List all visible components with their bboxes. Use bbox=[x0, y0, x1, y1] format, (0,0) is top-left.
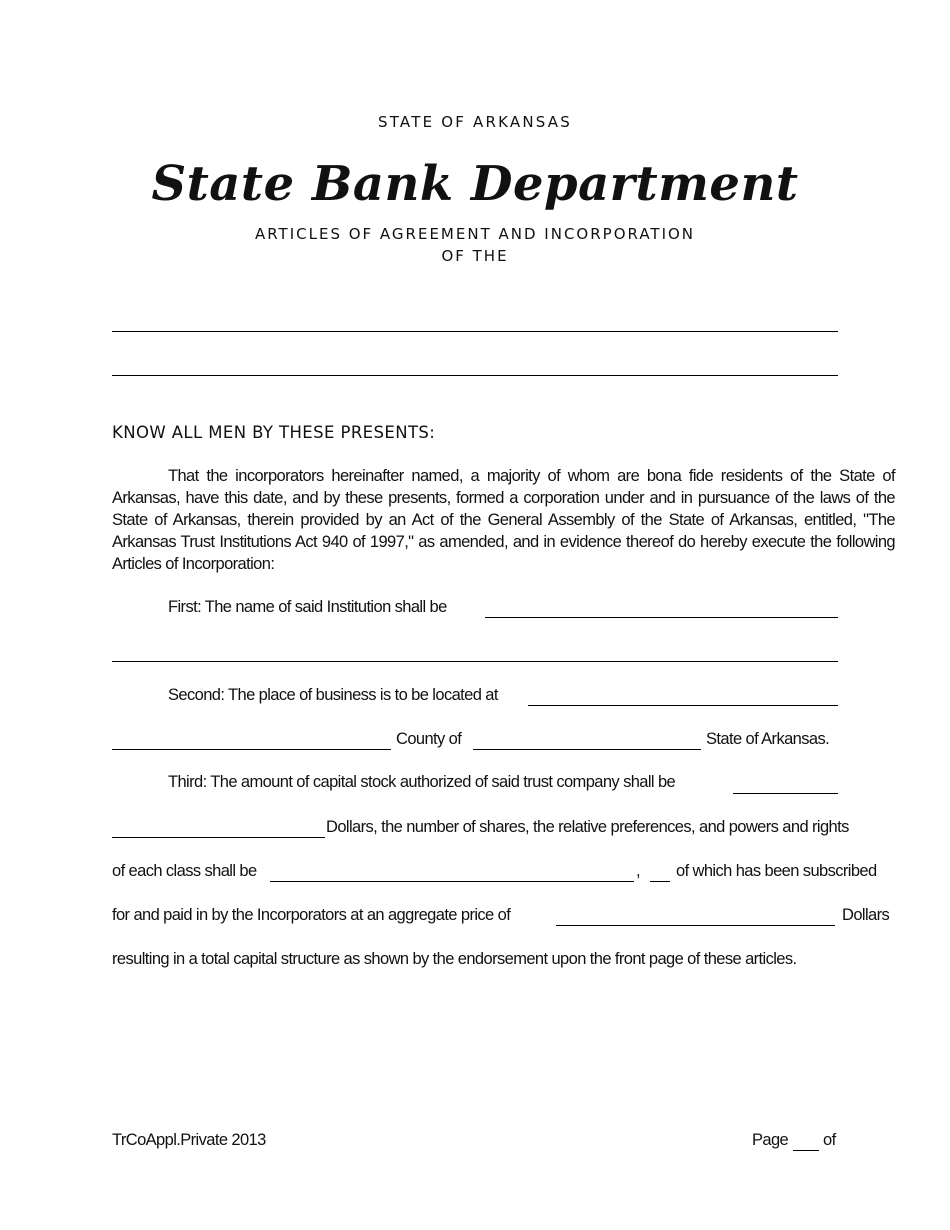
capital-stock-field-cont[interactable] bbox=[112, 837, 325, 838]
subscribed-text: of which has been subscribed bbox=[676, 862, 877, 880]
page-of-label: of bbox=[823, 1131, 836, 1149]
state-heading: STATE OF ARKANSAS bbox=[378, 113, 572, 131]
form-id: TrCoAppl.Private 2013 bbox=[112, 1131, 266, 1149]
institution-name-field-cont[interactable] bbox=[112, 661, 838, 662]
paid-in-label: for and paid in by the Incorporators at an aggregate price of bbox=[112, 906, 511, 924]
intro-paragraph bbox=[112, 465, 895, 575]
each-class-field[interactable] bbox=[270, 881, 634, 882]
articles-heading: ARTICLES OF AGREEMENT AND INCORPORATION bbox=[254, 225, 696, 243]
city-field[interactable] bbox=[112, 749, 391, 750]
know-all-heading: KNOW ALL MEN BY THESE PRESENTS: bbox=[112, 423, 436, 442]
page-number-field[interactable] bbox=[793, 1150, 819, 1151]
dollars-label: Dollars bbox=[842, 906, 890, 924]
page-label: Page bbox=[752, 1131, 789, 1149]
of-the-heading: OF THE bbox=[441, 247, 509, 265]
institution-name-line-2[interactable] bbox=[112, 375, 838, 376]
state-of-arkansas-label: State of Arkansas. bbox=[706, 730, 830, 748]
intro-paragraph-text: That the incorporators hereinafter named, a majority of whom are bona fide residents of the State of Arkansas, have this date, and by these presents, formed a corporation under and in pursuance of the laws of the State of Arkansas, therein provided by an Act of the General Assembly of the State of Arkansas, entitled, "The Arkansas Trust Institutions Act 940 of 1997," as amended, and in evidence thereof do hereby execute the following Articles of Incorporation: bbox=[112, 467, 895, 573]
county-of-label: County of bbox=[396, 730, 462, 748]
institution-name-field[interactable] bbox=[485, 617, 838, 618]
each-class-label: of each class shall be bbox=[112, 862, 257, 880]
second-label: Second: The place of business is to be located at bbox=[168, 686, 498, 704]
department-title: State Bank Department bbox=[151, 156, 799, 212]
subscribed-field[interactable] bbox=[650, 881, 670, 882]
resulting-text: resulting in a total capital structure as shown by the endorsement upon the front page of these articles. bbox=[112, 950, 797, 968]
aggregate-price-field[interactable] bbox=[556, 925, 835, 926]
comma-text: , bbox=[636, 862, 640, 880]
place-of-business-field[interactable] bbox=[528, 705, 838, 706]
dollars-rights-text: Dollars, the number of shares, the relative preferences, and powers and rights bbox=[326, 818, 849, 836]
county-field[interactable] bbox=[473, 749, 701, 750]
third-label: Third: The amount of capital stock authorized of said trust company shall be bbox=[168, 773, 676, 791]
institution-name-line-1[interactable] bbox=[112, 331, 838, 332]
capital-stock-field[interactable] bbox=[733, 793, 838, 794]
first-label: First: The name of said Institution shall be bbox=[168, 598, 447, 616]
